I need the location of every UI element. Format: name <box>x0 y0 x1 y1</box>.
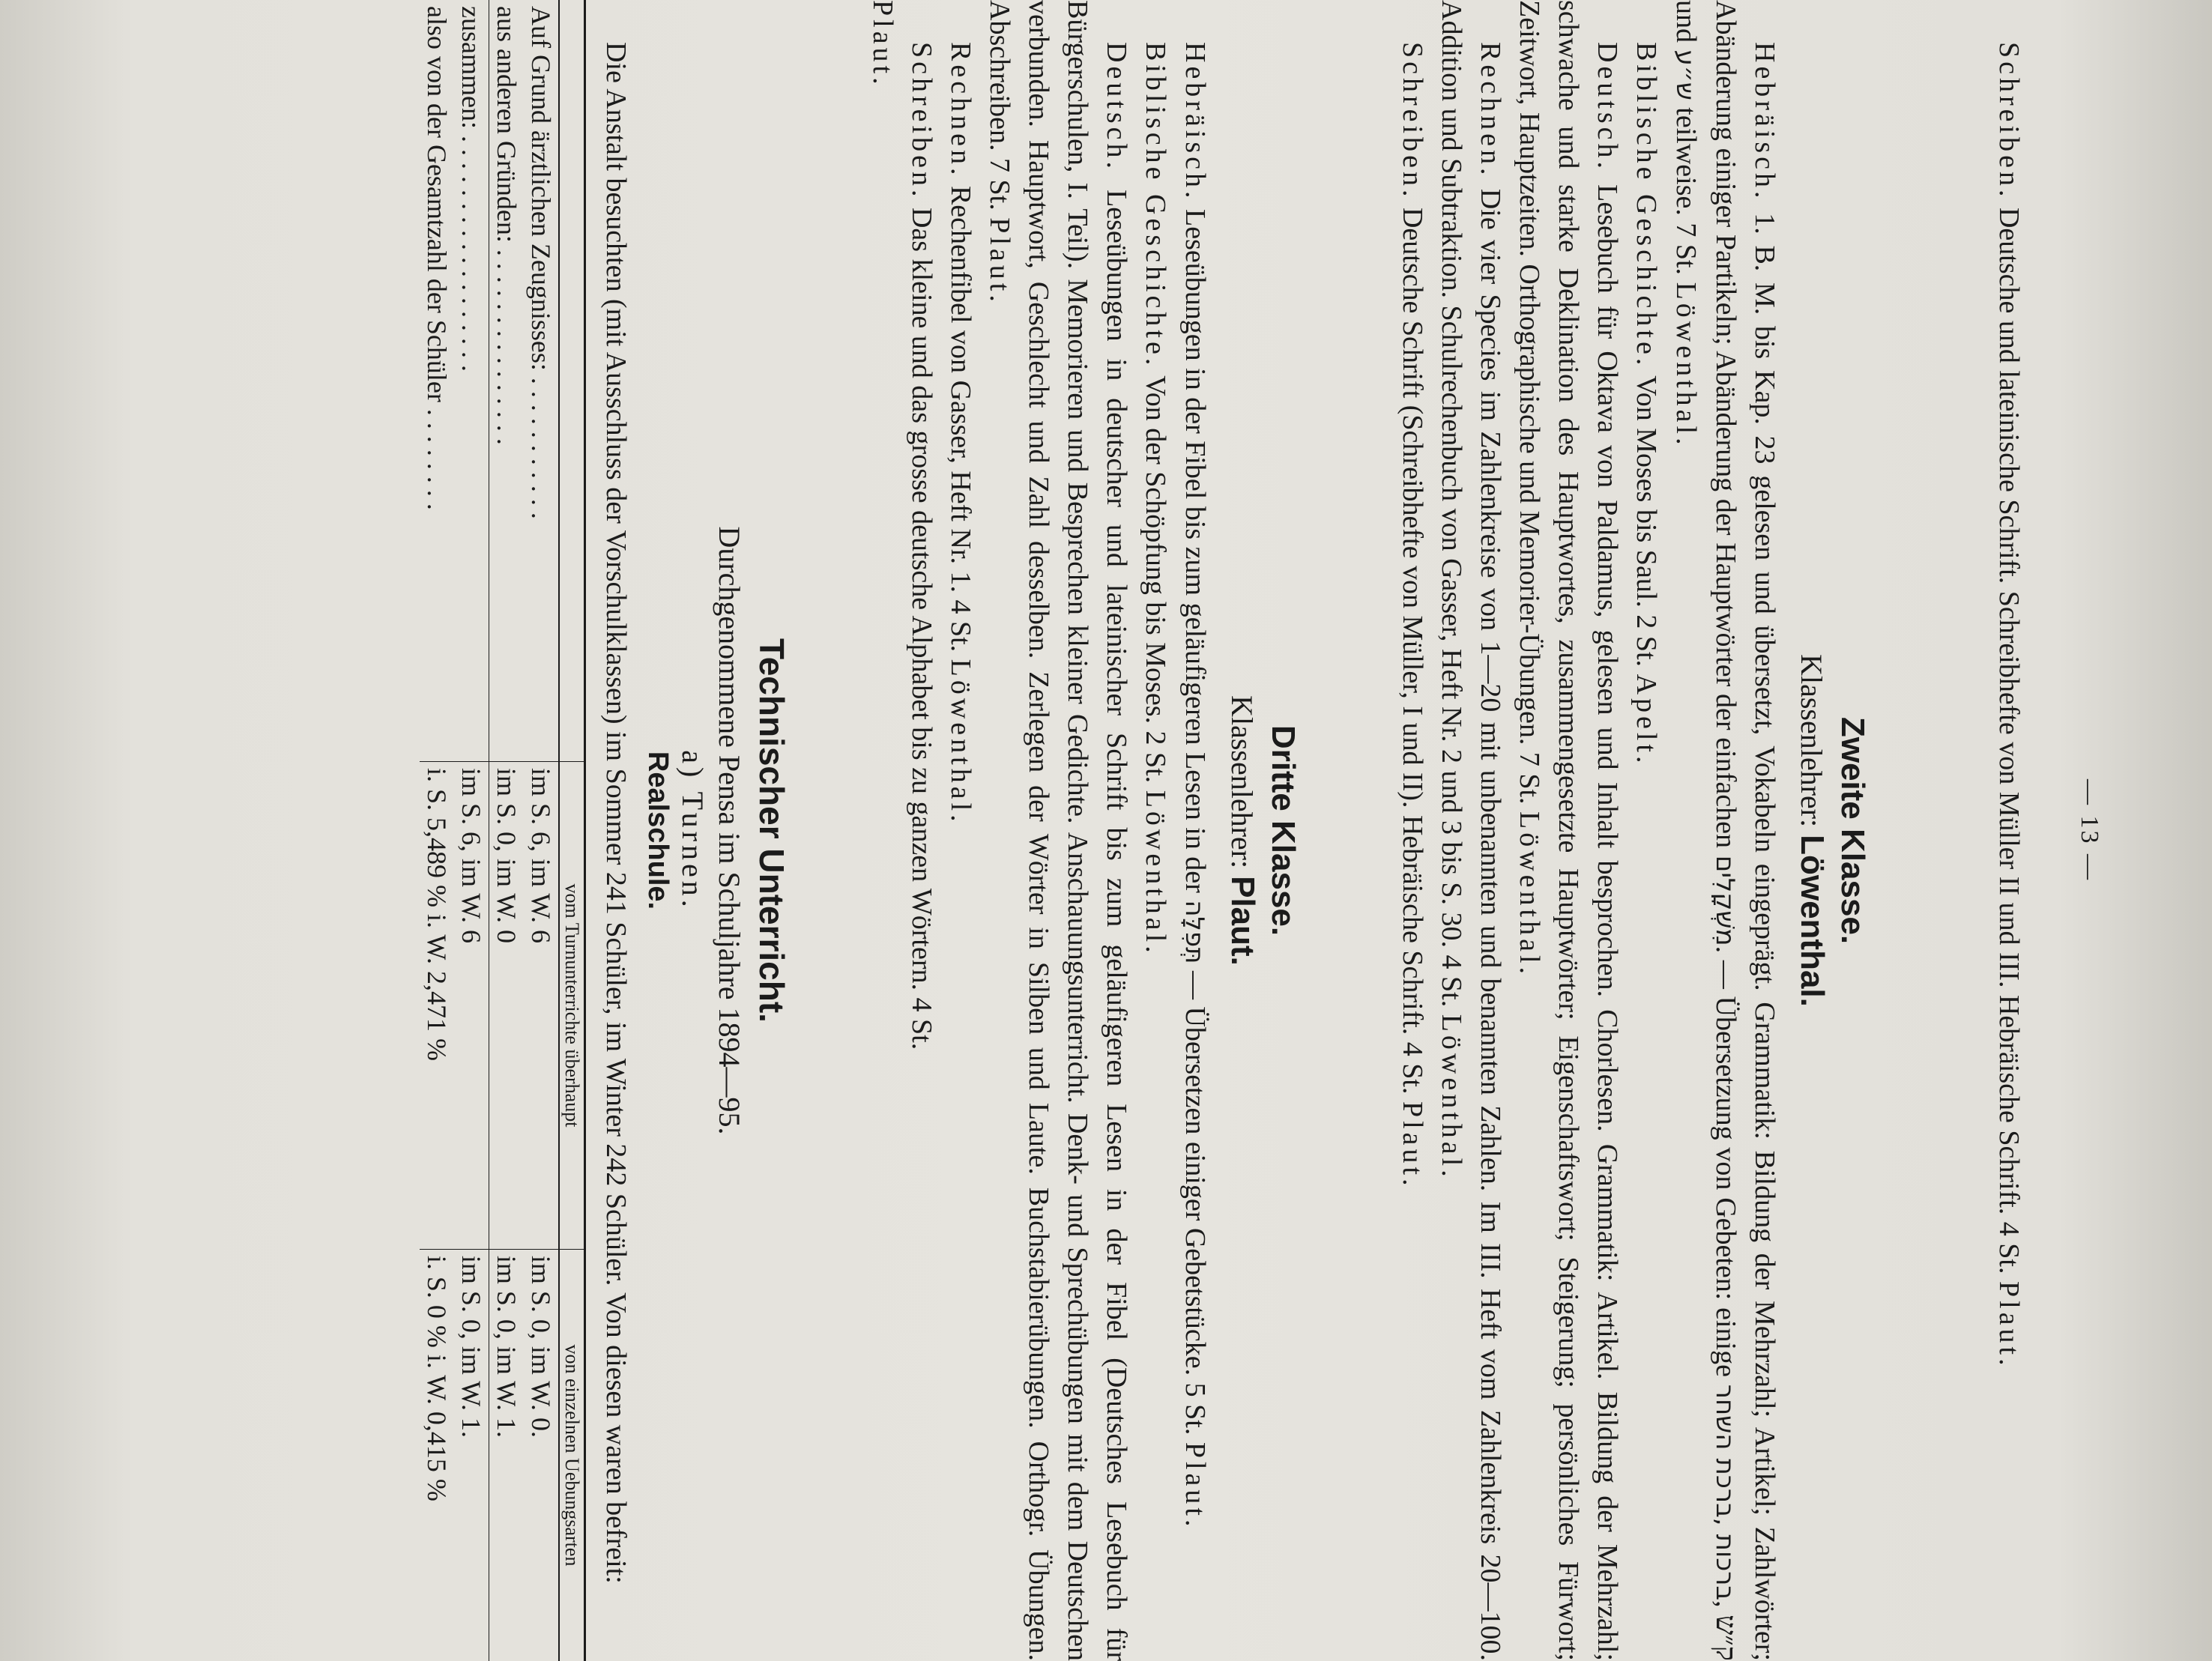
teacher-name: Plaut. <box>867 0 898 88</box>
subject-label: Biblische Geschichte. <box>1631 42 1662 369</box>
subject-label: Schreiben. <box>906 42 937 201</box>
section-heading: Technischer Unterricht. <box>752 638 791 1023</box>
paragraph-text: Deutsche und lateinische Schrift. Schreibhefte von Müller II und III. Hebräische Schrift. 4 St. <box>1993 207 2025 1274</box>
section-dritte-klasse <box>863 0 1302 1661</box>
teacher-name: Löwenthal. <box>1140 790 1171 957</box>
paragraph-deutsch <box>1510 0 1627 1661</box>
table-cell: im S. 6, im W. 6 <box>454 762 489 1250</box>
paragraph-text: Das kleine und das grosse deutsche Alphabet bis zu ganzen Wörtern. 4 St. <box>906 207 937 1050</box>
intro-schreiben <box>1989 0 2028 1661</box>
subject-label: Hebräisch. <box>1749 42 1780 202</box>
paragraph-text: Deutsche Schrift (Schreibhefte von Müller, I und II). Hebräische Schrift. 4 St. <box>1397 207 1428 1095</box>
subject-label: Hebräisch. <box>1179 42 1211 202</box>
paragraph-text: — Übersetzen einiger Gebetstücke. 5 St. <box>1179 970 1211 1435</box>
table-header-blank <box>559 0 585 762</box>
table-cell: im S. 0, im W. 0 <box>489 762 525 1250</box>
subject-label: Schreiben. <box>1397 42 1428 201</box>
subject-label: Biblische Geschichte. <box>1140 42 1171 369</box>
paragraph-schreiben <box>1393 0 1432 1661</box>
hebrew-term: תְּפִלָּה <box>1179 900 1209 964</box>
hebrew-term: ש״ע <box>1670 49 1700 100</box>
table-row <box>454 0 489 1661</box>
section-heading: Dritte Klasse. <box>1265 724 1302 937</box>
subheading: Durchgenommene Pensa im Schuljahre 1894—95. <box>713 526 746 1135</box>
teacher-name: Löwenthal. <box>1514 811 1545 978</box>
teacher-label: Klassenlehrer: <box>1795 654 1828 828</box>
subject-label: Rechnen. <box>945 42 976 179</box>
paragraph-text: teilweise. 7 St. <box>1670 107 1702 276</box>
teacher-name: Plaut. <box>1993 1281 2025 1370</box>
row-label: zusammen: . . . . . . . . . . . . . . . . . . <box>454 0 489 762</box>
paragraph-text: Lesebuch für Oktava von Paldamus, gelesen und Inhalt besprochen. Chorlesen. Grammatik: Artikel. Bildung der Mehrzahl; schwache und starke Deklination des Hauptwortes, zusammengesetzte Hauptwörter; Eigenschaftswort; Steigerung; persönliches Fürwort; Zeitwort, Hauptzeiten. Orthographische und Memorier-Übungen. 7 St. <box>1514 0 1623 1661</box>
paragraph-text: Leseübungen in der Fibel bis zum geläufigeren Lesen in der <box>1179 209 1211 893</box>
paragraph-hebraeisch <box>1175 0 1215 1661</box>
table-header-row <box>559 0 585 1661</box>
paragraph-biblische-geschichte <box>1136 0 1175 1661</box>
paragraph-rechnen <box>941 0 980 1661</box>
teacher-name: Plaut. <box>1397 1101 1428 1190</box>
subject-label: Schreiben. <box>1993 42 2025 201</box>
table-row <box>524 0 559 1661</box>
class-teacher-line <box>1224 0 1261 1661</box>
subject-paragraphs <box>863 0 1215 1661</box>
class-teacher-name: Plaut. <box>1224 876 1261 966</box>
table-column-header: vom Turnunterrichte überhaupt <box>559 762 585 1250</box>
paragraph-text: Von Moses bis Saul. 2 St. <box>1631 375 1662 668</box>
paragraph-intro: Die Anstalt besuchten (mit Ausschluss der Vorschulklassen) im Sommer 241 Schüler, im Winter 242 Schüler. Von diesen waren befreit: <box>600 42 632 1584</box>
paragraph-text: Die vier Species im Zahlenkreise von 1—20 mit unbenannten und benannten Zahlen. Im III. Heft vom Zahlenkreis 20—100. Addition und Subtraktion. Schulrechenbuch von Gasser, Heft Nr. 2 und 3 bis S. 30. 4 St. <box>1436 0 1506 1661</box>
table-cell: i. S. 0 % i. W. 0,415 % <box>420 1249 454 1661</box>
teacher-name: Plaut. <box>984 217 1015 306</box>
teacher-name: Löwenthal. <box>1436 1014 1467 1181</box>
teacher-name: Plaut. <box>1179 1441 1211 1531</box>
table-row <box>420 0 454 1661</box>
paragraph-text: Rechenfibel von Gasser, Heft Nr. 1. 4 St. <box>945 185 976 653</box>
subsection-realschule: Realschule. <box>642 751 674 910</box>
subject-label: Deutsch. <box>1101 42 1132 173</box>
page-number: — 13 — <box>2076 779 2103 882</box>
row-label: also von der Gesamtzahl der Schüler . . . . . . . . <box>422 6 452 510</box>
hebrew-term: מִשְׁקָלִים <box>1710 855 1740 946</box>
section-technischer-unterricht <box>420 0 792 1661</box>
table-column-header: von einzelnen Uebungsarten <box>559 1249 585 1661</box>
table-cell: i. S. 5,489 % i. W. 2,471 % <box>420 762 454 1250</box>
class-teacher-name: Löwenthal. <box>1794 835 1831 1007</box>
section-heading: Zweite Klasse. <box>1834 716 1871 945</box>
table-cell: im S. 0, im W. 1. <box>454 1249 489 1661</box>
teacher-label: Klassenlehrer: <box>1225 695 1259 869</box>
paragraph-text: , ק״ש und <box>1670 0 1741 1661</box>
teacher-name: Löwenthal. <box>1670 282 1702 449</box>
paragraph-rechnen <box>1432 0 1510 1661</box>
exemption-table <box>420 0 586 1661</box>
teacher-name: Löwenthal. <box>945 659 976 826</box>
subject-paragraphs <box>1393 0 1784 1661</box>
section-zweite-klasse <box>1393 0 1871 1661</box>
paragraph-biblische-geschichte <box>1627 0 1666 1661</box>
subsection-turnen: a) Turnen. <box>676 750 710 911</box>
paragraph-text: . — Übersetzung von Gebeten: einige <box>1710 946 1741 1377</box>
paragraph-hebraeisch <box>1666 0 1784 1661</box>
paragraph-continuation <box>863 0 902 1661</box>
class-teacher-line <box>1793 0 1831 1661</box>
paragraph-text: 1. B. M. bis Kap. 23 gelesen und übersetzt, Vokabeln eingeprägt. Grammatik: Bildung der Mehrzahl; Artikel; Zahlwörter; Abänderung einiger Partikeln; Abänderung der Hauptwörter der einfachen <box>1710 0 1780 1661</box>
table-cell: im S. 0, im W. 1. <box>489 1249 525 1661</box>
hebrew-term: ברכות ,ברכת השחר <box>1710 1384 1740 1601</box>
row-label: Auf Grund ärztlichen Zeugnisses: . . . . . . . . . . . <box>526 6 556 519</box>
table-row <box>489 0 525 1661</box>
intro-paragraph <box>1989 0 2028 1661</box>
subject-label: Deutsch. <box>1592 42 1623 173</box>
paragraph-text: Leseübungen in deutscher und lateinischer Schrift bis zum geläufigeren Lesen in der Fibel (Deutsches Lesebuch für Bürgerschulen, I. Teil). Memorieren und Besprechen kleiner Gedichte. Anschauungsunterricht. Denk- und Sprechübungen mit dem Deutschen verbunden. Hauptwort, Geschlecht und Zahl desselben. Zerlegen der Wörter in Silben und Laute. Buchstabierübungen. Orthogr. Übungen. Abschreiben. 7 St. <box>984 0 1132 1661</box>
paragraph-text: Von der Schöpfung bis Moses. 2 St. <box>1140 375 1171 784</box>
subject-label: Rechnen. <box>1475 42 1506 179</box>
row-label: aus anderen Gründen: . . . . . . . . . . . . . . . <box>492 6 522 445</box>
table-cell: im S. 6, im W. 6 <box>524 762 559 1250</box>
paragraph-schreiben <box>902 0 941 1661</box>
table-cell: im S. 0, im W. 0. <box>524 1249 559 1661</box>
paragraph-deutsch <box>980 0 1136 1661</box>
teacher-name: Apelt. <box>1631 674 1662 767</box>
